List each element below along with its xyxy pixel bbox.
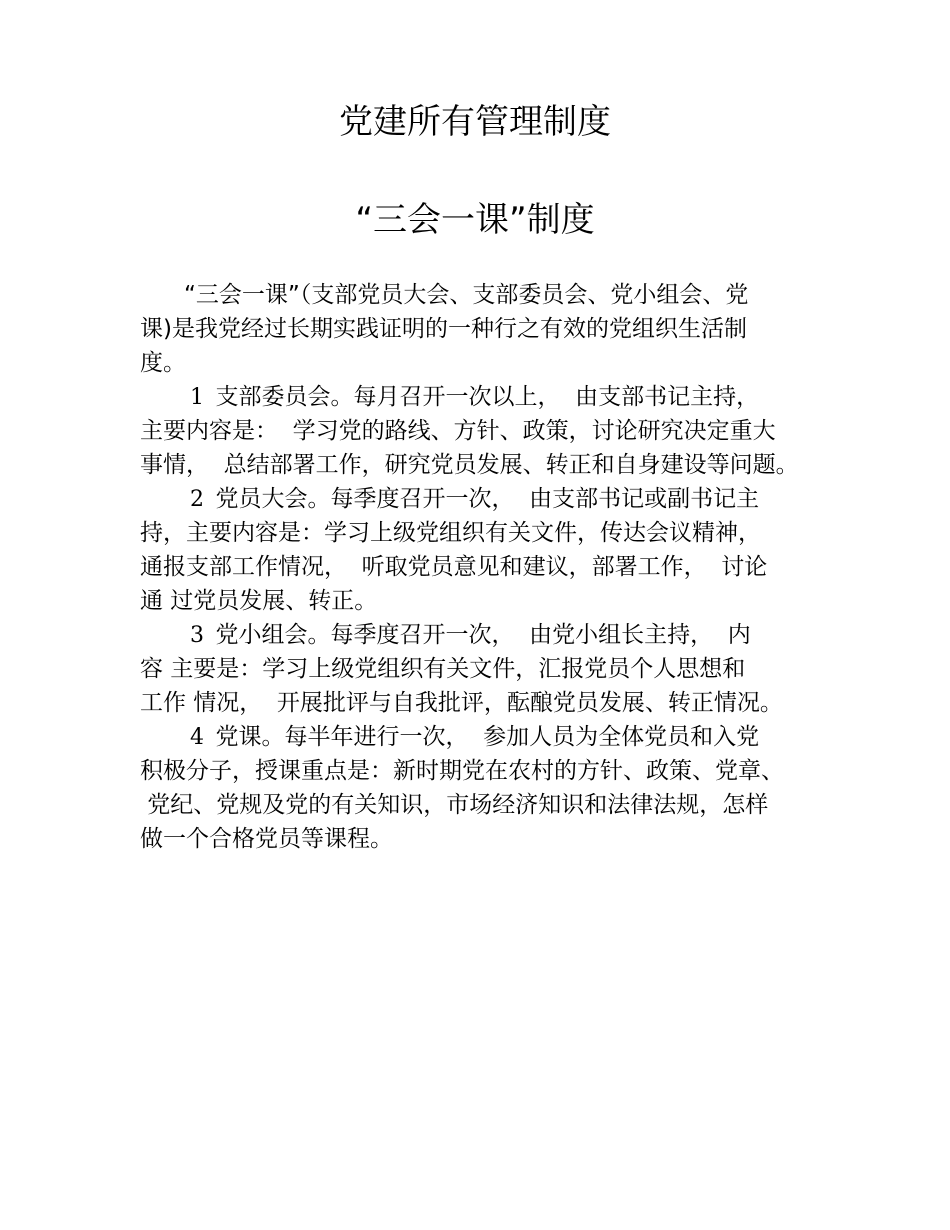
body-line: [140, 516, 820, 550]
line-text: 度。: [140, 350, 186, 376]
line-text: 主要内容是： 学习党的路线、方针、政策，讨论研究决定重大: [140, 418, 776, 444]
line-text: 做一个合格党员等课程。: [140, 826, 393, 852]
body-line: [140, 380, 820, 414]
document-subtitle: “三会一课”制度: [355, 200, 595, 240]
line-text: 工作 情况， 开展批评与自我批评，酝酿党员发展、转正情况。: [140, 690, 783, 716]
line-text: 课)是我党经过长期实践证明的一种行之有效的党组织生活制: [140, 316, 747, 342]
document-title: 党建所有管理制度: [339, 102, 611, 142]
body-line: [140, 754, 820, 788]
line-text: 党纪、党规及党的有关知识，市场经济知识和法律法规，怎样: [140, 792, 769, 818]
body-line: [140, 414, 820, 448]
clause-number: 1: [190, 385, 204, 410]
line-text: 事情， 总结部署工作，研究党员发展、转正和自身建设等问题。: [140, 452, 799, 478]
line-text: 党员大会。每季度召开一次， 由支部书记或副书记主: [215, 486, 760, 512]
body-line: [140, 278, 820, 312]
line-text: 通 过党员发展、转正。: [140, 588, 378, 614]
line-text: 党小组会。每季度召开一次， 由党小组长主持， 内: [215, 622, 751, 648]
body-line: [140, 686, 820, 720]
line-text: 积极分子，授课重点是：新时期党在农村的方针、政策、党章、: [140, 758, 784, 784]
body-line: [140, 720, 820, 754]
clause-number: 3: [190, 623, 204, 648]
line-text: 支部委员会。每月召开一次以上， 由支部书记主持，: [215, 384, 760, 410]
body-line: [140, 482, 820, 516]
line-text: 持，主要内容是：学习上级党组织有关文件，传达会议精神，: [140, 520, 761, 546]
line-text: “三会一课”（支部党员大会、支部委员会、党小组会、党: [184, 282, 749, 308]
clause-number: 4: [190, 725, 204, 750]
document-body: [140, 278, 820, 856]
body-line: [140, 822, 820, 856]
line-text: 党课。每半年进行一次， 参加人员为全体党员和入党: [215, 724, 760, 750]
body-line: [140, 652, 820, 686]
line-text: 通报支部工作情况， 听取党员意见和建议，部署工作， 讨论: [140, 554, 768, 580]
body-line: [140, 448, 820, 482]
body-line: [140, 788, 820, 822]
body-line: [140, 312, 820, 346]
body-line: [140, 584, 820, 618]
body-line: [140, 346, 820, 380]
line-text: 容 主要是：学习上级党组织有关文件，汇报党员个人思想和: [140, 656, 746, 682]
body-line: [140, 618, 820, 652]
body-line: [140, 550, 820, 584]
clause-number: 2: [190, 487, 204, 512]
